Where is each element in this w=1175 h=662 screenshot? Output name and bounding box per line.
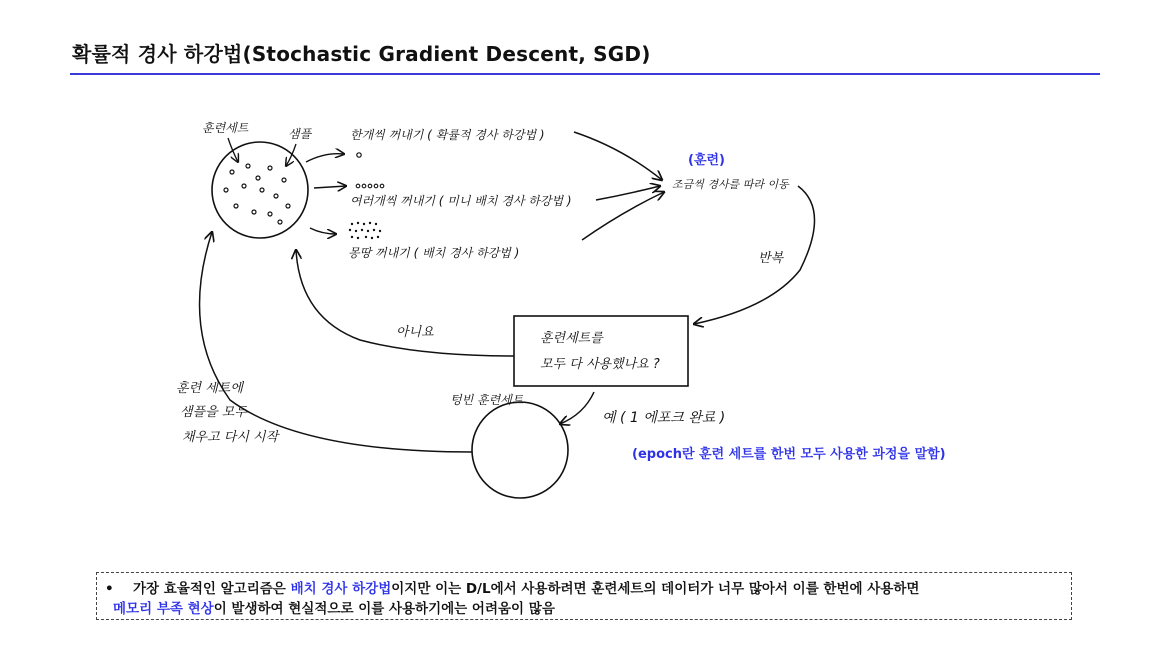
arrow-to-step-3	[582, 192, 664, 240]
note-line2	[105, 599, 1063, 619]
gradient-step-label: 조금씩 경사를 따라 이동	[672, 178, 789, 191]
arrow-minibatch	[314, 186, 346, 188]
training-set-circle	[212, 142, 308, 238]
note-highlight-batch-gd: 배치 경사 하강법	[290, 581, 392, 597]
training-label: (훈련)	[688, 153, 725, 168]
minibatch-samples-icon	[356, 184, 384, 188]
note-highlight-memory: 메모리 부족 현상	[113, 601, 214, 617]
sample-dots	[224, 164, 290, 224]
question-line2: 모두 다 사용했나요 ?	[540, 357, 660, 372]
note-bullet: •	[105, 581, 114, 597]
branch-batch-label: 몽땅 꺼내기 ( 배치 경사 하강법 )	[348, 246, 520, 260]
refill-line3: 채우고 다시 시작	[182, 430, 279, 445]
sample-label: 샘플	[288, 127, 312, 141]
batch-samples-icon	[349, 222, 381, 239]
no-label: 아니요	[396, 325, 434, 340]
summary-note	[96, 572, 1072, 620]
epoch-note: (epoch란 훈련 세트를 한번 모두 사용한 과정을 말함)	[632, 447, 946, 462]
sample-pointer	[286, 144, 296, 166]
question-line1: 훈련세트를	[540, 331, 603, 346]
note-part1: 가장 효율적인 알고리즘은	[133, 581, 291, 597]
note-part2: 이지만 이는 D/L에서 사용하려면 훈련세트의 데이터가 너무 많아서 이를 한번에 사용하면	[391, 581, 920, 597]
repeat-arrow	[694, 186, 815, 324]
empty-set-label: 텅빈 훈련세트	[450, 393, 524, 407]
single-sample-icon	[357, 153, 361, 157]
arrow-single	[306, 154, 344, 162]
note-part3: 이 발생하여 현실적으로 이를 사용하기에는 어려움이 많음	[213, 601, 555, 617]
note-line1	[105, 579, 1063, 599]
training-set-label: 훈련세트	[202, 121, 249, 135]
page-title: 확률적 경사 하강법(Stochastic Gradient Descent, SGD)	[72, 42, 651, 66]
yes-label: 예 ( 1 에포크 완료 )	[602, 410, 726, 426]
branch-single-label: 한개씩 꺼내기 ( 확률적 경사 하강법 )	[350, 128, 545, 142]
arrow-to-step-1	[574, 132, 662, 180]
refill-line1: 훈련 세트에	[176, 381, 243, 396]
refill-line2: 샘플을 모두	[180, 405, 247, 420]
branch-minibatch-label: 여러개씩 꺼내기 ( 미니 배치 경사 하강법 )	[350, 194, 572, 208]
training-set-pointer	[228, 138, 238, 162]
arrow-batch	[310, 228, 336, 234]
empty-set-circle	[472, 402, 568, 498]
question-box	[514, 316, 688, 386]
yes-arrow	[560, 392, 594, 424]
no-arrow	[296, 250, 514, 356]
repeat-label: 반복	[758, 251, 784, 266]
